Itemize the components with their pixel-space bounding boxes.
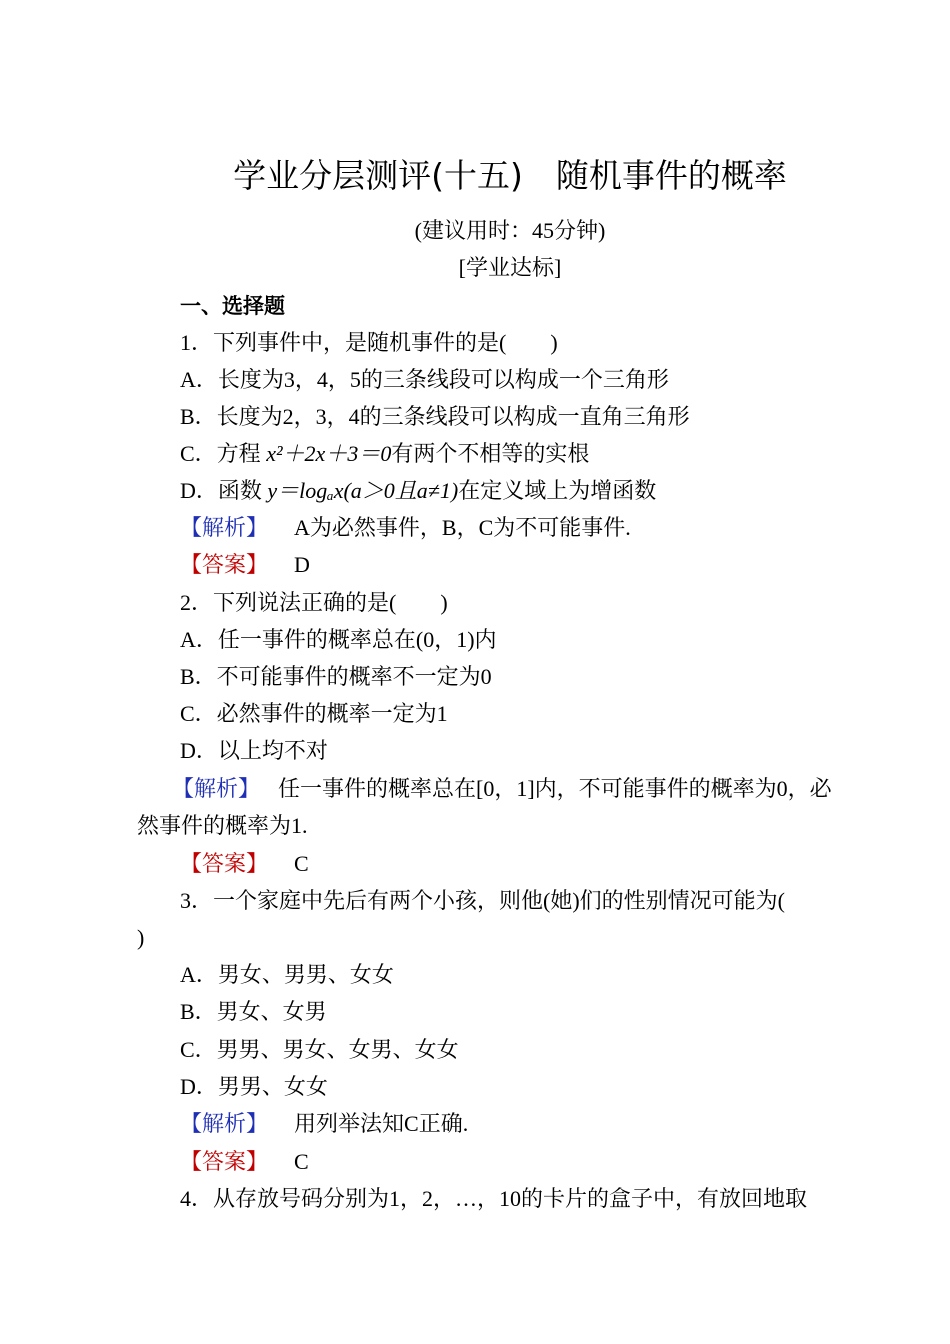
q1-stem: 1．下列事件中，是随机事件的是( ) [180, 330, 558, 355]
q1-option-c [0, 439, 950, 469]
q2-analysis-cont: 然事件的概率为1. [137, 813, 308, 838]
q1-option-a: A．长度为3，4，5的三条线段可以构成一个三角形 [180, 367, 669, 392]
q3-option-c: C．男男、男女、女男、女女 [180, 1037, 459, 1062]
q1-option-d-label: D．函数 [180, 478, 262, 503]
q2-analysis [0, 774, 950, 805]
q2-option-b: B．不可能事件的概率不一定为0 [180, 664, 492, 689]
q2-option-c: C．必然事件的概率一定为1 [180, 701, 448, 726]
q2-analysis-text-1: 任一事件的概率总在[0，1]内，不可能事件的概率为0，必 [278, 776, 832, 801]
q3-answer-value: C [294, 1149, 309, 1174]
q1-option-c-equation: x²＋2x＋3＝0 [266, 441, 392, 466]
level-label: [学业达标] [458, 255, 562, 280]
page-title: 学业分层测评(十五) 随机事件的概率 [233, 156, 787, 195]
q3-option-d: D．男男、女女 [180, 1074, 328, 1099]
q1-option-b: B．长度为2，3，4的三条线段可以构成一直角三角形 [180, 404, 690, 429]
q3-analysis-text: 用列举法知C正确. [294, 1111, 469, 1136]
q2-answer-value: C [294, 851, 309, 876]
q2-stem: 2．下列说法正确的是( ) [180, 590, 448, 615]
q3-analysis [0, 1109, 950, 1140]
q4-stem: 4．从存放号码分别为1，2，…，10的卡片的盒子中，有放回地取 [180, 1186, 808, 1211]
q1-option-d-function: y＝logₐx(a＞0且a≠1) [267, 478, 459, 503]
answer-tag: 【答案】 [180, 553, 269, 578]
q1-option-c-label: C．方程 [180, 441, 261, 466]
q3-stem-cont: ) [137, 925, 145, 950]
q3-option-b: B．男女、女男 [180, 999, 327, 1024]
q2-option-a: A．任一事件的概率总在(0，1)内 [180, 627, 497, 652]
q1-analysis [0, 513, 950, 544]
q3-option-a: A．男女、男男、女女 [180, 962, 394, 987]
q2-answer [0, 849, 950, 880]
q1-option-d [0, 476, 950, 506]
analysis-tag: 【解析】 [180, 516, 269, 541]
analysis-tag: 【解析】 [180, 1112, 269, 1137]
answer-tag: 【答案】 [180, 1150, 269, 1175]
answer-tag: 【答案】 [180, 852, 269, 877]
analysis-tag: 【解析】 [172, 777, 261, 802]
time-note: (建议用时：45分钟) [414, 218, 606, 243]
q1-option-c-tail: 有两个不相等的实根 [391, 441, 590, 466]
q1-answer [0, 550, 950, 581]
q3-stem: 3．一个家庭中先后有两个小孩，则他(她)们的性别情况可能为( [180, 888, 785, 913]
q1-analysis-text: A为必然事件，B，C为不可能事件. [294, 515, 631, 540]
q1-answer-value: D [294, 552, 310, 577]
q1-option-d-tail: 在定义域上为增函数 [458, 478, 657, 503]
q2-option-d: D．以上均不对 [180, 738, 328, 763]
section-heading: 一、选择题 [180, 294, 285, 318]
q3-answer [0, 1147, 950, 1178]
